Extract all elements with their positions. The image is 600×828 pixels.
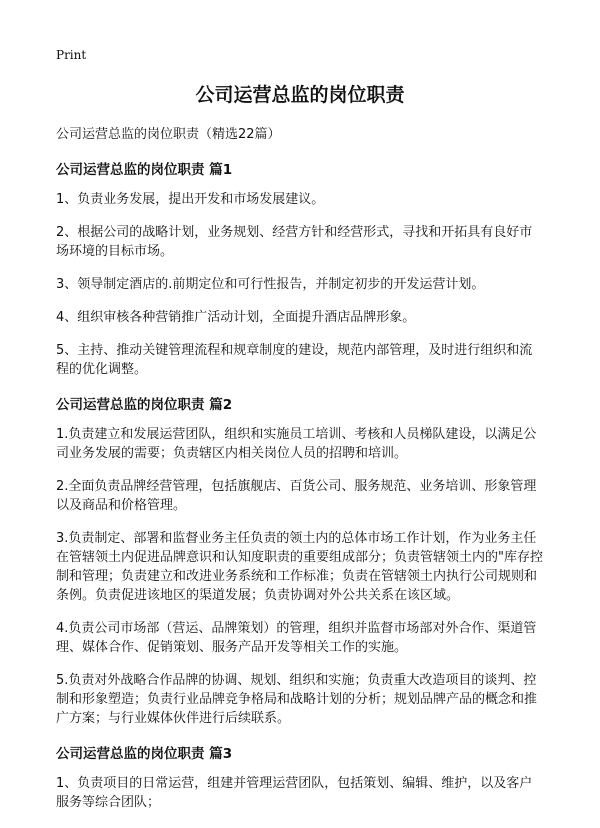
paragraph: 3.负责制定、部署和监督业务主任负责的领土内的总体市场工作计划，作为业务主任在管辖领土内促进品牌意识和认知度职责的重要组成部分；负责管辖领土内的"库存控制和管理；负责建立和改进业务系统和工作标准；负责在管辖领土内执行公司规则和条例。负责促进该地区的渠道发展；负责协调对外公共关系在该区域。 <box>56 531 543 603</box>
section-heading-1: 公司运营总监的岗位职责 篇1 <box>56 162 233 178</box>
print-label: Print <box>56 48 87 62</box>
section-heading-3: 公司运营总监的岗位职责 篇3 <box>56 746 233 762</box>
paragraph: 3、领导制定酒店的.前期定位和可行性报告，并制定初步的开发运营计划。 <box>56 277 485 292</box>
paragraph: 2.全面负责品牌经营管理，包括旗舰店、百货公司、服务规范、业务培训、形象管理以及商品和价格管理。 <box>56 479 537 513</box>
paragraph: 4.负责公司市场部（营运、品牌策划）的管理，组织并监督市场部对外合作、渠道管理、媒体合作、促销策划、服务产品开发等相关工作的实施。 <box>56 621 537 655</box>
paragraph: 4、组织审核各种营销推广活动计划，全面提升酒店品牌形象。 <box>56 310 416 325</box>
document-subtitle: 公司运营总监的岗位职责（精选22篇） <box>56 127 281 142</box>
paragraph: 5.负责对外战略合作品牌的协调、规划、组织和实施；负责重大改造项目的谈判、控制和形象塑造；负责行业品牌竞争格局和战略计划的分析；规划品牌产品的概念和推广方案；与行业媒体伙伴进行后续联系。 <box>56 673 538 726</box>
paragraph: 1.负责建立和发展运营团队，组织和实施员工培训、考核和人员梯队建设，以满足公司业务发展的需要；负责辖区内相关岗位人员的招聘和培训。 <box>56 427 537 461</box>
section-heading-2: 公司运营总监的岗位职责 篇2 <box>56 397 233 413</box>
paragraph: 1、负责业务发展，提出开发和市场发展建议。 <box>56 192 325 207</box>
paragraph: 5、主持、推动关键管理流程和规章制度的建设，规范内部管理，及时进行组织和流程的优化调整。 <box>56 343 533 377</box>
paragraph: 2、根据公司的战略计划，业务规划、经营方针和经营形式，寻找和开拓具有良好市场环境的目标市场。 <box>56 225 533 259</box>
paragraph: 1、负责项目的日常运营，组建并管理运营团队，包括策划、编辑、维护，以及客户服务等综合团队； <box>56 776 533 810</box>
document-title: 公司运营总监的岗位职责 <box>195 84 405 106</box>
